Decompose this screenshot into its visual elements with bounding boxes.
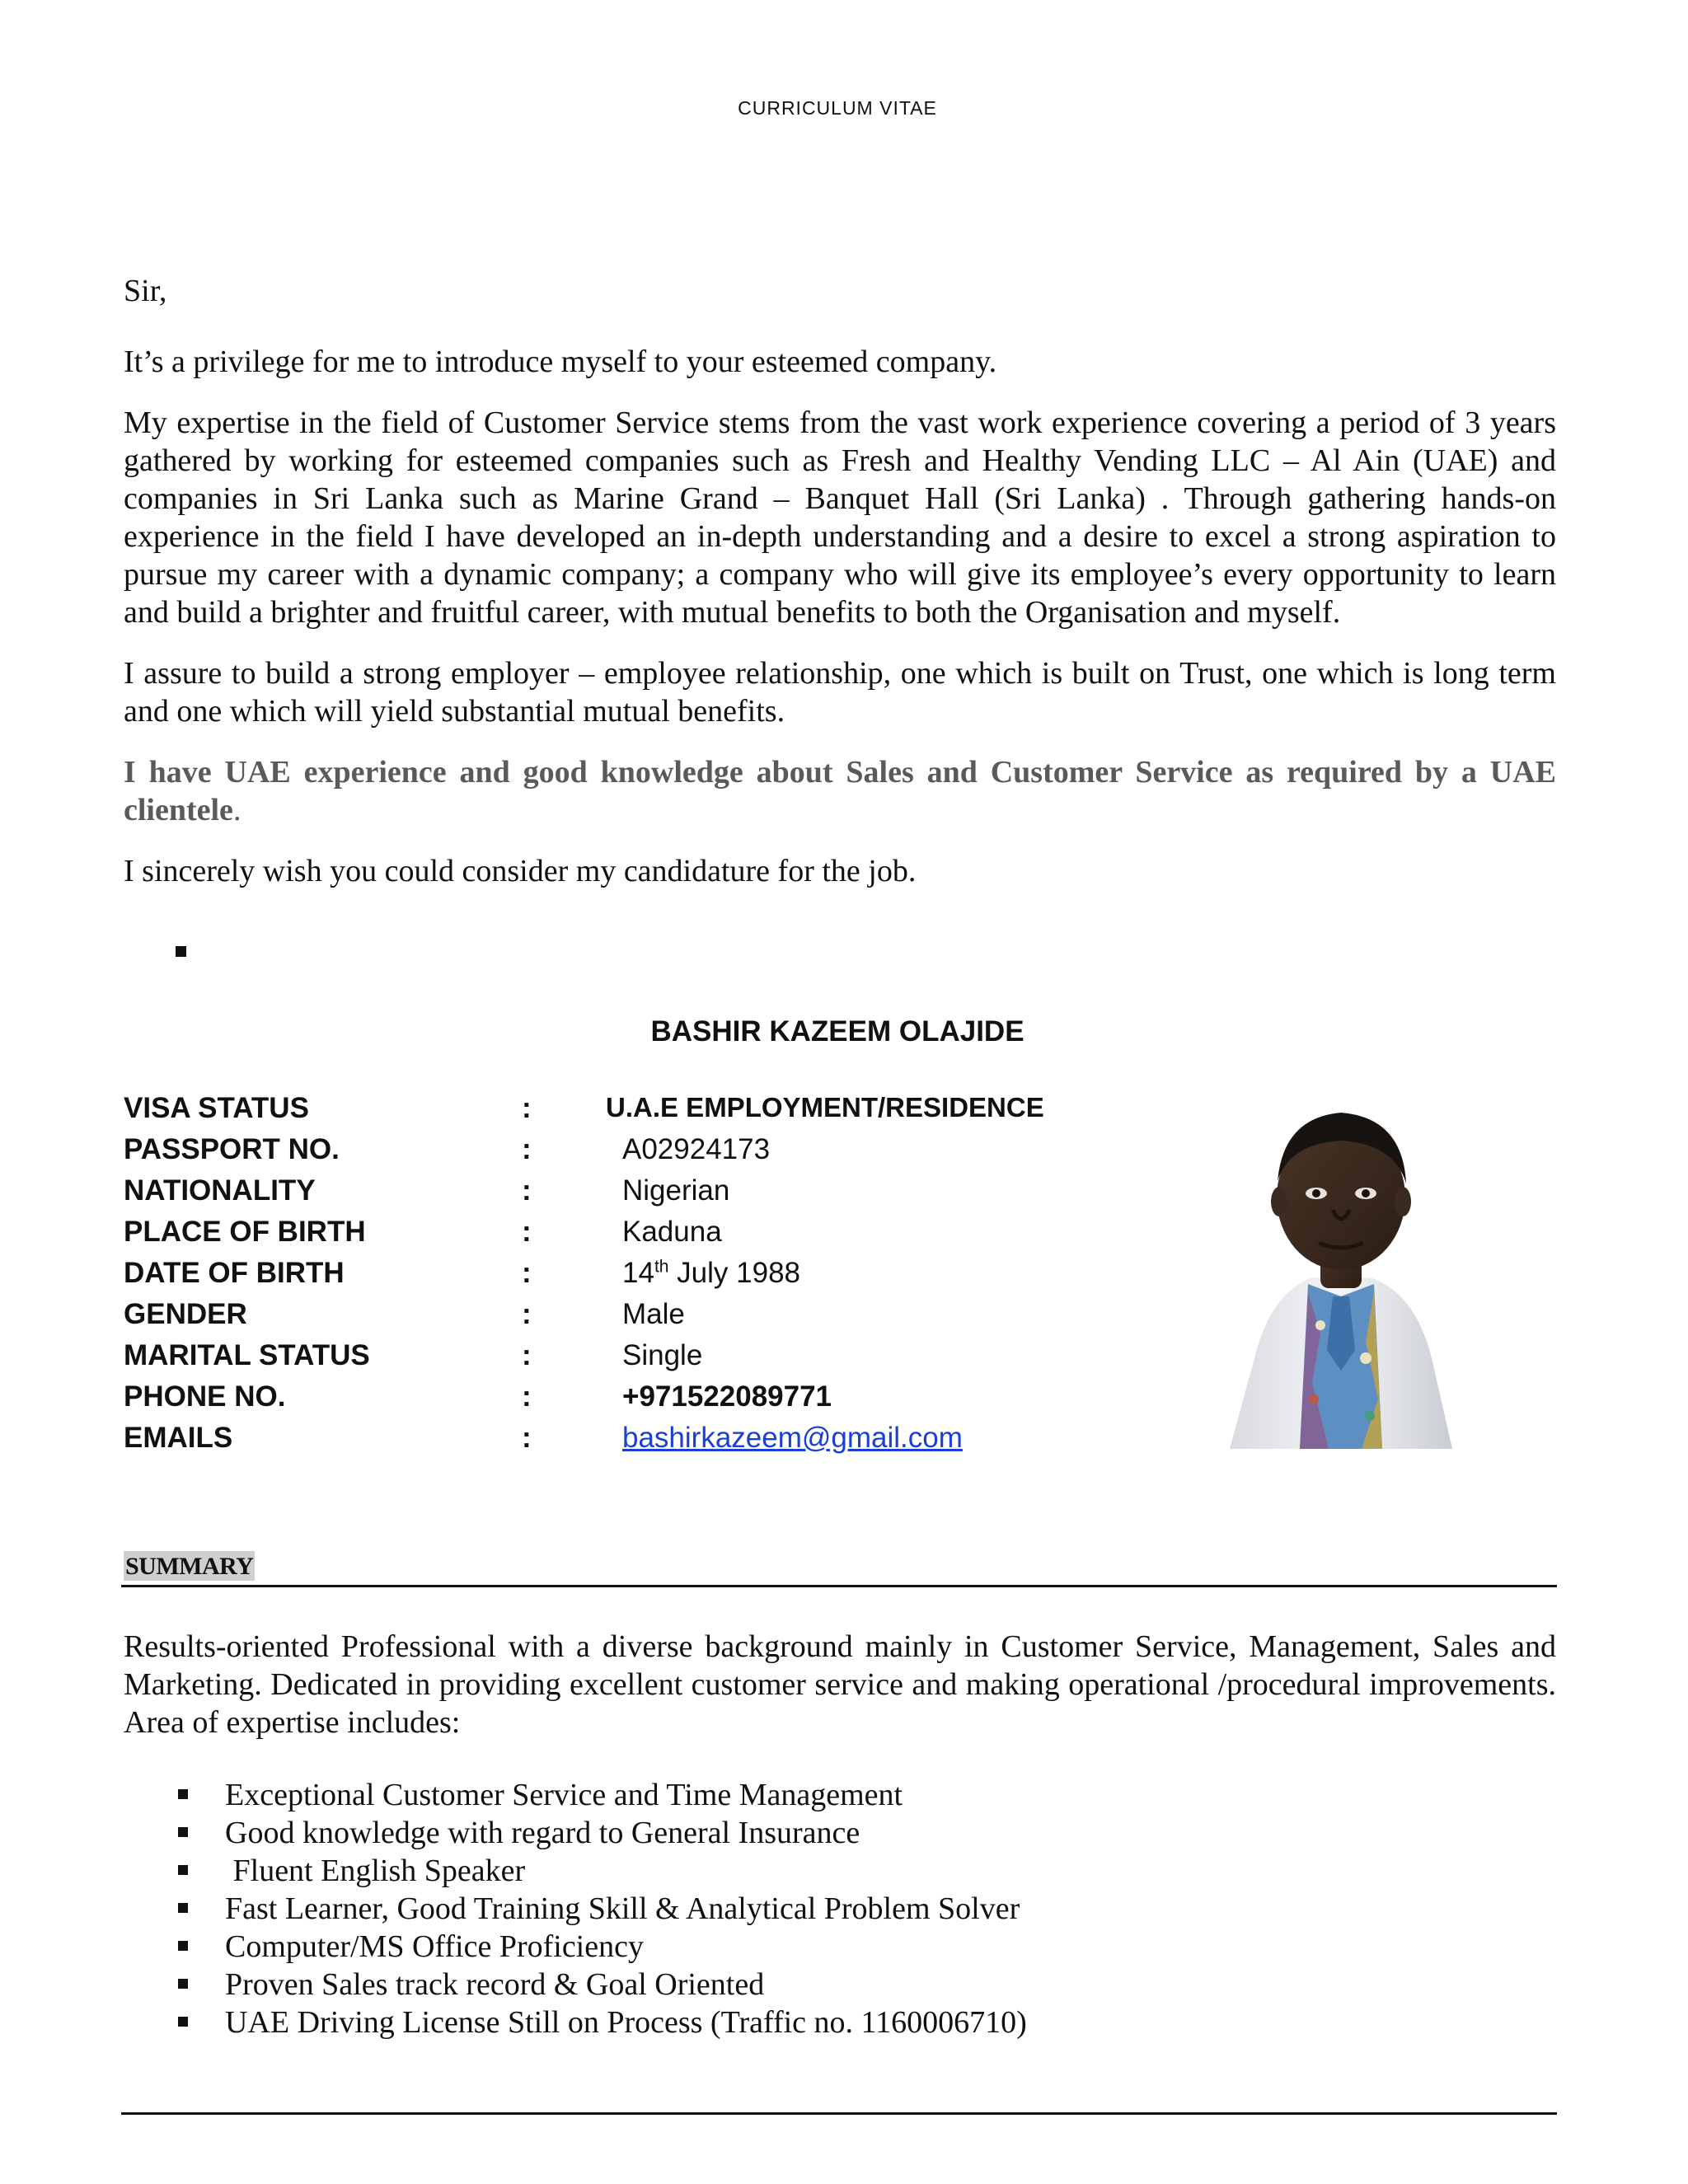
detail-label: MARITAL STATUS bbox=[124, 1339, 370, 1371]
dob-ordinal-suffix: th bbox=[654, 1257, 669, 1277]
detail-label: PASSPORT NO. bbox=[124, 1133, 340, 1165]
skill-text: Computer/MS Office Proficiency bbox=[225, 1929, 644, 1964]
letter-assurance-paragraph: I assure to build a strong employer – employee relationship, one which is built on Trust, one which is long term and one which will yield substantial mutual benefits. bbox=[124, 656, 1556, 729]
list-item bbox=[124, 1776, 1556, 1814]
detail-value: +971522089771 bbox=[622, 1380, 832, 1413]
bullet-icon bbox=[178, 1903, 188, 1913]
detail-colon: : bbox=[522, 1422, 532, 1454]
letter-uae-experience bbox=[124, 753, 1556, 829]
bullet-icon bbox=[178, 1979, 188, 1989]
detail-colon: : bbox=[522, 1174, 532, 1207]
skill-text: Exceptional Customer Service and Time Management bbox=[225, 1778, 903, 1812]
skill-text: UAE Driving License Still on Process (Traffic no. 1160006710) bbox=[225, 2005, 1027, 2040]
detail-label: EMAILS bbox=[124, 1422, 233, 1454]
profile-photo bbox=[1205, 1086, 1477, 1449]
summary-heading: SUMMARY bbox=[125, 1553, 254, 1580]
empty-bullet-icon bbox=[176, 946, 186, 957]
detail-value bbox=[622, 1422, 963, 1455]
detail-value: Single bbox=[622, 1339, 703, 1371]
detail-colon: : bbox=[522, 1092, 532, 1124]
detail-colon: : bbox=[522, 1257, 532, 1289]
list-item bbox=[124, 2004, 1556, 2041]
list-item bbox=[124, 1928, 1556, 1966]
detail-label: PHONE NO. bbox=[124, 1380, 286, 1413]
detail-label: PLACE OF BIRTH bbox=[124, 1216, 366, 1248]
list-item bbox=[124, 1814, 1556, 1852]
summary-divider bbox=[121, 1585, 1557, 1587]
detail-label: DATE OF BIRTH bbox=[124, 1257, 345, 1289]
detail-colon: : bbox=[522, 1216, 532, 1248]
bullet-icon bbox=[178, 2017, 188, 2027]
detail-value: A02924173 bbox=[622, 1133, 771, 1165]
detail-colon: : bbox=[522, 1133, 532, 1165]
cover-letter bbox=[124, 272, 1556, 890]
list-item bbox=[124, 1890, 1556, 1928]
detail-colon: : bbox=[522, 1298, 532, 1330]
page-bottom-divider bbox=[121, 2112, 1557, 2115]
detail-colon: : bbox=[522, 1380, 532, 1413]
dob-day: 14 bbox=[622, 1257, 654, 1289]
bullet-icon bbox=[178, 1941, 188, 1951]
bullet-icon bbox=[178, 1789, 188, 1799]
uae-experience-period: . bbox=[232, 793, 241, 827]
skill-text: Proven Sales track record & Goal Oriented bbox=[225, 1967, 765, 2002]
detail-value: Male bbox=[622, 1298, 685, 1330]
dob-month-year: July 1988 bbox=[668, 1257, 801, 1289]
detail-label: VISA STATUS bbox=[124, 1092, 309, 1124]
list-item bbox=[124, 1852, 1556, 1890]
letter-expertise-paragraph: My expertise in the field of Customer Service stems from the vast work experience covering a period of 3 years gathered by working for esteemed companies such as Fresh and Healthy Vending LLC – Al Ain (UAE) and companies in Sri Lanka such as Marine Grand – Banquet Hall (Sri Lanka) . Through gathering hands-on experience in the field I have developed an in-depth understanding and a desire to excel a strong aspiration to pursue my career with a dynamic company; a company who will give its employee’s every opportunity to learn and build a brighter and fruitful career, with mutual benefits to both the Organisation and myself. bbox=[124, 405, 1556, 630]
email-link[interactable]: bashirkazeem@gmail.com bbox=[622, 1422, 963, 1454]
letter-intro: It’s a privilege for me to introduce myself to your esteemed company. bbox=[124, 344, 997, 379]
uae-experience-text: I have UAE experience and good knowledge about Sales and Customer Service as required by a UAE clientele bbox=[124, 755, 1556, 827]
bullet-icon bbox=[178, 1865, 188, 1875]
skill-text: Fast Learner, Good Training Skill & Analytical Problem Solver bbox=[225, 1891, 1020, 1926]
detail-value: Nigerian bbox=[622, 1174, 730, 1207]
letter-salutation: Sir, bbox=[124, 274, 167, 308]
detail-label: GENDER bbox=[124, 1298, 247, 1330]
detail-value: U.A.E EMPLOYMENT/RESIDENCE bbox=[606, 1092, 1044, 1122]
detail-label: NATIONALITY bbox=[124, 1174, 316, 1207]
document-header-title: CURRICULUM VITAE bbox=[738, 97, 937, 119]
detail-value bbox=[622, 1257, 800, 1290]
skill-text: Fluent English Speaker bbox=[225, 1854, 526, 1888]
bullet-icon bbox=[178, 1827, 188, 1837]
detail-colon: : bbox=[522, 1339, 532, 1371]
skill-text: Good knowledge with regard to General Insurance bbox=[225, 1816, 860, 1850]
summary-text: Results-oriented Professional with a diverse background mainly in Customer Service, Management, Sales and Marketing. Dedicated in providing excellent customer service and making operational /procedural improvements. Area of expertise includes: bbox=[124, 1629, 1556, 1740]
skills-list bbox=[124, 1776, 1556, 2041]
letter-closing: I sincerely wish you could consider my candidature for the job. bbox=[124, 854, 917, 888]
list-item bbox=[124, 1966, 1556, 2004]
detail-value: Kaduna bbox=[622, 1216, 722, 1248]
candidate-name: BASHIR KAZEEM OLAJIDE bbox=[650, 1015, 1025, 1047]
